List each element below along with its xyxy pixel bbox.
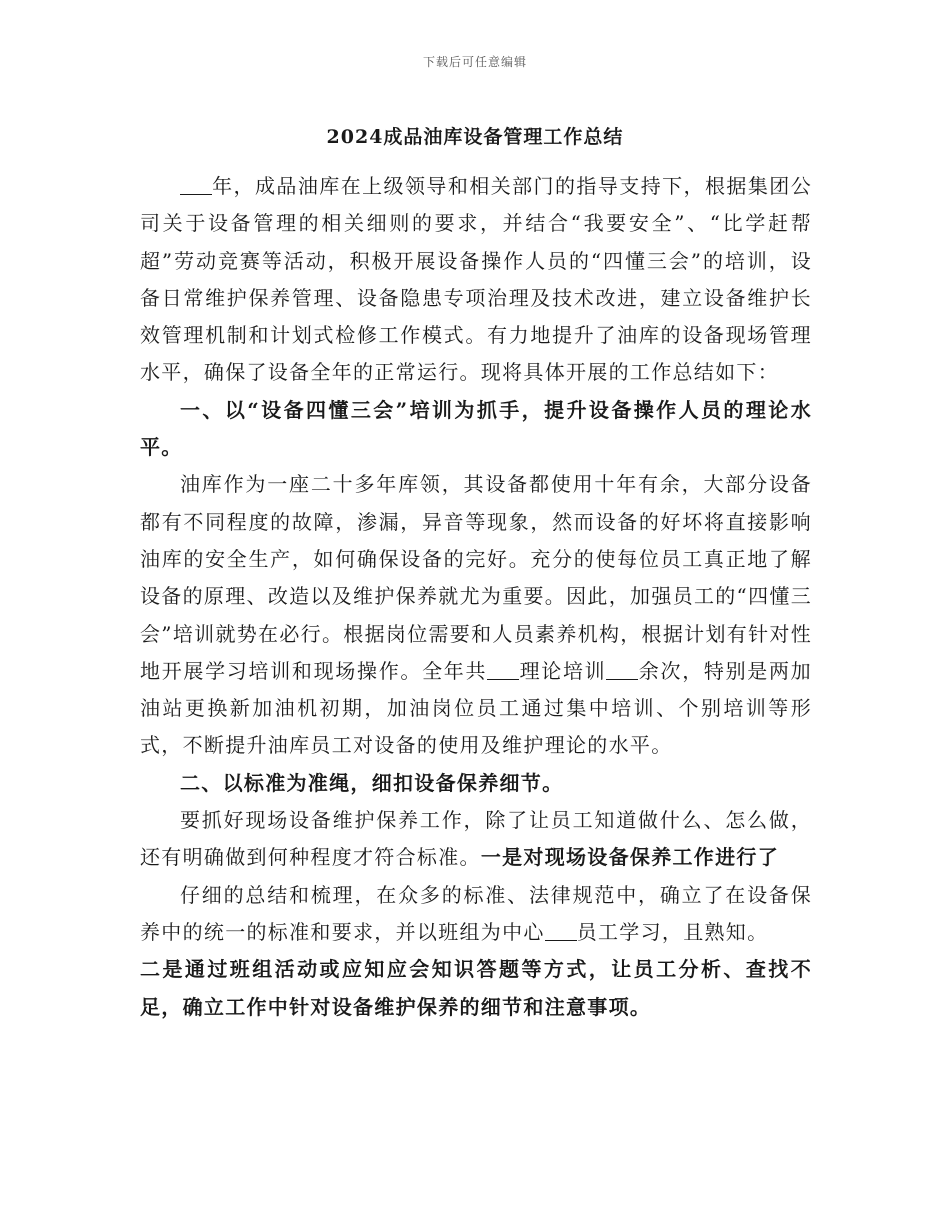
paragraph-summary-text-2: 员工学习，且熟知。 [576, 919, 769, 944]
paragraph-training-text-2: 理论培训 [519, 658, 607, 683]
fill-blank [487, 659, 519, 680]
fill-blank [545, 920, 577, 941]
paragraph-standards [140, 802, 812, 877]
paragraph-summary-text-1: 仔细的总结和梳理，在众多的标准、法律规范中，确立了在设备保养中的统一的标准和要求，并以班组为中心 [140, 882, 812, 944]
paragraph-intro [140, 168, 812, 392]
paragraph-training-text-3: 余次，特别是两加油站更换新加油机初期，加油岗位员工通过集中培训、个别培训等形式，不断提升油库员工对设备的使用及维护理论的水平。 [140, 658, 812, 758]
document-title: 2024成品油库设备管理工作总结 [326, 126, 624, 148]
header-note: 下载后可任意编辑 [422, 55, 527, 69]
section-heading-1: 一、以“设备四懂三会”培训为抓手，提升设备操作人员的理论水平。 [140, 397, 812, 460]
paragraph-standards-text: 要抓好现场设备维护保养工作，除了让员工知道做什么、怎么做，还有明确做到何种程度才符合标准。 [140, 808, 812, 870]
paragraph-standards-bold: 一是对现场设备保养工作进行了 [480, 845, 780, 870]
paragraph-summary [140, 877, 812, 952]
paragraph-training [140, 466, 812, 764]
document-body [140, 168, 812, 1026]
section-heading-2: 二、以标准为准绳，细扣设备保养细节。 [180, 770, 564, 795]
paragraph-team-activities: 二是通过班组活动或应知应会知识答题等方式，让员工分析、查找不足，确立工作中针对设备维护保养的细节和注意事项。 [140, 957, 812, 1019]
paragraph-intro-text: 年，成品油库在上级领导和相关部门的指导支持下，根据集团公司关于设备管理的相关细则的要求，并结合“我要安全”、“比学赶帮超”劳动竞赛等活动，积极开展设备操作人员的“四懂三会”的培训，设备日常维护保养管理、设备隐患专项治理及技术改进，建立设备维护长效管理机制和计划式检修工作模式。有力地提升了油库的设备现场管理水平，确保了设备全年的正常运行。现将具体开展的工作总结如下： [140, 174, 812, 385]
paragraph-training-text-1: 油库作为一座二十多年库领，其设备都使用十年有余，大部分设备都有不同程度的故障，渗漏，异音等现象，然而设备的好坏将直接影响油库的安全生产，如何确保设备的完好。充分的使每位员工真正地了解设备的原理、改造以及维护保养就尤为重要。因此，加强员工的“四懂三会”培训就势在必行。根据岗位需要和人员素养机构，根据计划有针对性地开展学习培训和现场操作。全年共 [140, 472, 812, 683]
fill-blank [606, 659, 638, 680]
fill-blank [180, 174, 212, 195]
